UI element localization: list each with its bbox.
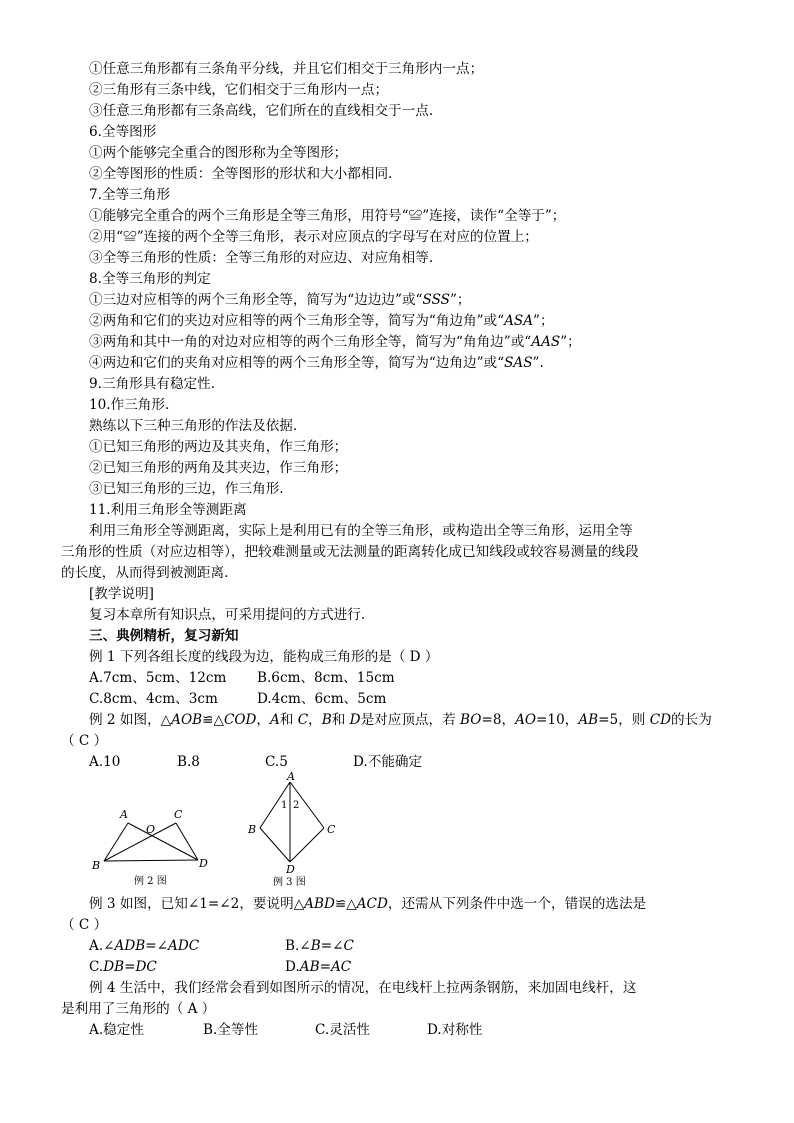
example-3-options-row2 (89, 957, 351, 978)
text-line: 熟练以下三种三角形的作法及依据. (89, 418, 298, 434)
option-a: A.∠ADB=∠ADC (89, 938, 200, 954)
section-heading-bold: 三、典例精析，复习新知 (89, 628, 239, 644)
figure-example-3 (240, 772, 340, 889)
text-line: 复习本章所有知识点，可采用提问的方式进行. (89, 607, 366, 623)
option-c: C.DB=DC (89, 959, 157, 975)
segment-ba (104, 823, 128, 861)
text-line: ③全等三角形的性质：全等三角形的对应边、对应角相等. (89, 250, 434, 266)
text-line: ②三角形有三条中线，它们相交于三角形内一点； (89, 82, 389, 98)
option-b: B.全等性 (203, 1022, 259, 1038)
section-heading: 10.作三角形. (89, 397, 170, 413)
label-d: D (286, 863, 295, 876)
section-heading: 9.三角形具有稳定性. (89, 376, 216, 392)
example-3-question: 例 3 如图，已知∠1=∠2，要说明△ABD≌△ACD，还需从下列条件中选一个，错误的选法是 (89, 896, 647, 912)
figure-caption: 例 2 图 (134, 876, 167, 887)
text-line: ①两个能够完全重合的图形称为全等图形； (89, 145, 348, 161)
label-d: D (199, 857, 208, 870)
example-3-options-row1 (89, 936, 354, 957)
example-2-answer: （ C ） (61, 733, 108, 749)
example-3-answer: （ C ） (61, 917, 108, 933)
text-line: ③两角和其中一角的对边对应相等的两个三角形全等，简写为“角角边”或“AAS”； (89, 334, 581, 350)
section-heading: 11.利用三角形全等测距离 (89, 502, 247, 518)
example-4-options (89, 1020, 483, 1041)
example-2-question: 例 2 如图，△AOB≌△COD，A和 C，B和 D是对应顶点，若 BO=8，AO=10，AB=5，则 CD的长为 (89, 712, 712, 728)
label-angle-1: 1 (281, 800, 288, 811)
text-line: ④两边和它们的夹角对应相等的两个三角形全等，简写为“边角边”或“SAS”. (89, 355, 544, 371)
text-line: 三角形的性质（对应边相等），把较难测量或无法测量的距离转化成已知线段或较容易测量的线段 (61, 544, 639, 560)
example-2-options (89, 752, 422, 773)
text-line: ①能够完全重合的两个三角形是全等三角形，用符号“≌”连接，读作“全等于”； (89, 208, 566, 224)
option-c: C.灵活性 (315, 1022, 371, 1038)
text-line: ①已知三角形的两边及其夹角，作三角形； (89, 439, 348, 455)
text-line: ②已知三角形的两角及其夹边，作三角形； (89, 460, 348, 476)
label-o: O (146, 823, 156, 836)
text-line: ③任意三角形都有三条高线，它们所在的直线相交于一点. (89, 103, 434, 119)
option-b: B.6cm、8cm、15cm (257, 670, 395, 686)
text-line: 的长度，从而得到被测距离. (61, 565, 229, 581)
segment-bc (104, 823, 176, 861)
option-a: A.7cm、5cm、12cm (89, 670, 227, 686)
text-line: ②全等图形的性质：全等图形的形状和大小都相同. (89, 166, 393, 182)
figure-example-2 (88, 803, 216, 889)
text-line: 利用三角形全等测距离，实际上是利用已有的全等三角形，或构造出全等三角形，运用全等 (89, 523, 633, 539)
figure-caption: 例 3 图 (273, 877, 306, 888)
option-d: D.AB=AC (285, 959, 352, 975)
option-c: C.5 (265, 754, 288, 770)
text-line: ③已知三角形的三边，作三角形. (89, 481, 284, 497)
label-angle-2: 2 (293, 800, 300, 811)
option-b: B.∠B=∠C (285, 938, 354, 954)
teaching-note-label: [教学说明] (89, 586, 154, 602)
example-4-question: 例 4 生活中，我们经常会看到如图所示的情况，在电线杆上拉两条钢筋，来加固电线杆，这 (89, 980, 637, 996)
option-d: D.对称性 (427, 1022, 483, 1038)
text-line: ①任意三角形都有三条角平分线，并且它们相交于三角形内一点； (89, 61, 484, 77)
text-line: ②用“≌”连接的两个全等三角形，表示对应顶点的字母写在对应的位置上； (89, 229, 538, 245)
label-a: A (287, 772, 295, 783)
segment-cd (290, 828, 324, 862)
option-a: A.稳定性 (89, 1022, 144, 1038)
section-heading: 8.全等三角形的判定 (89, 271, 211, 287)
label-a: A (120, 808, 128, 821)
segment-bd (260, 828, 290, 862)
label-b: B (248, 823, 257, 836)
label-c: C (174, 808, 183, 821)
option-b: B.8 (177, 754, 200, 770)
option-c: C.8cm、4cm、3cm (89, 691, 218, 707)
segment-bd (104, 860, 198, 861)
example-1-options-row2 (89, 689, 386, 710)
section-heading: 6.全等图形 (89, 124, 157, 140)
example-4-question-cont: 是利用了三角形的（ A ） (61, 1001, 216, 1017)
label-b: B (92, 859, 101, 872)
text-line: ②两角和它们的夹边对应相等的两个三角形全等，简写为“角边角”或“ASA”； (89, 313, 554, 329)
option-a: A.10 (89, 754, 121, 770)
section-heading: 7.全等三角形 (89, 187, 170, 203)
option-d: D.4cm、6cm、5cm (257, 691, 387, 707)
option-d: D.不能确定 (353, 754, 423, 770)
example-1-question: 例 1 下列各组长度的线段为边，能构成三角形的是（ D ） (89, 649, 439, 665)
label-c: C (327, 823, 336, 836)
text-line: ①三边对应相等的两个三角形全等，简写为“边边边”或“SSS”； (89, 292, 471, 308)
example-1-options-row1 (89, 668, 395, 689)
